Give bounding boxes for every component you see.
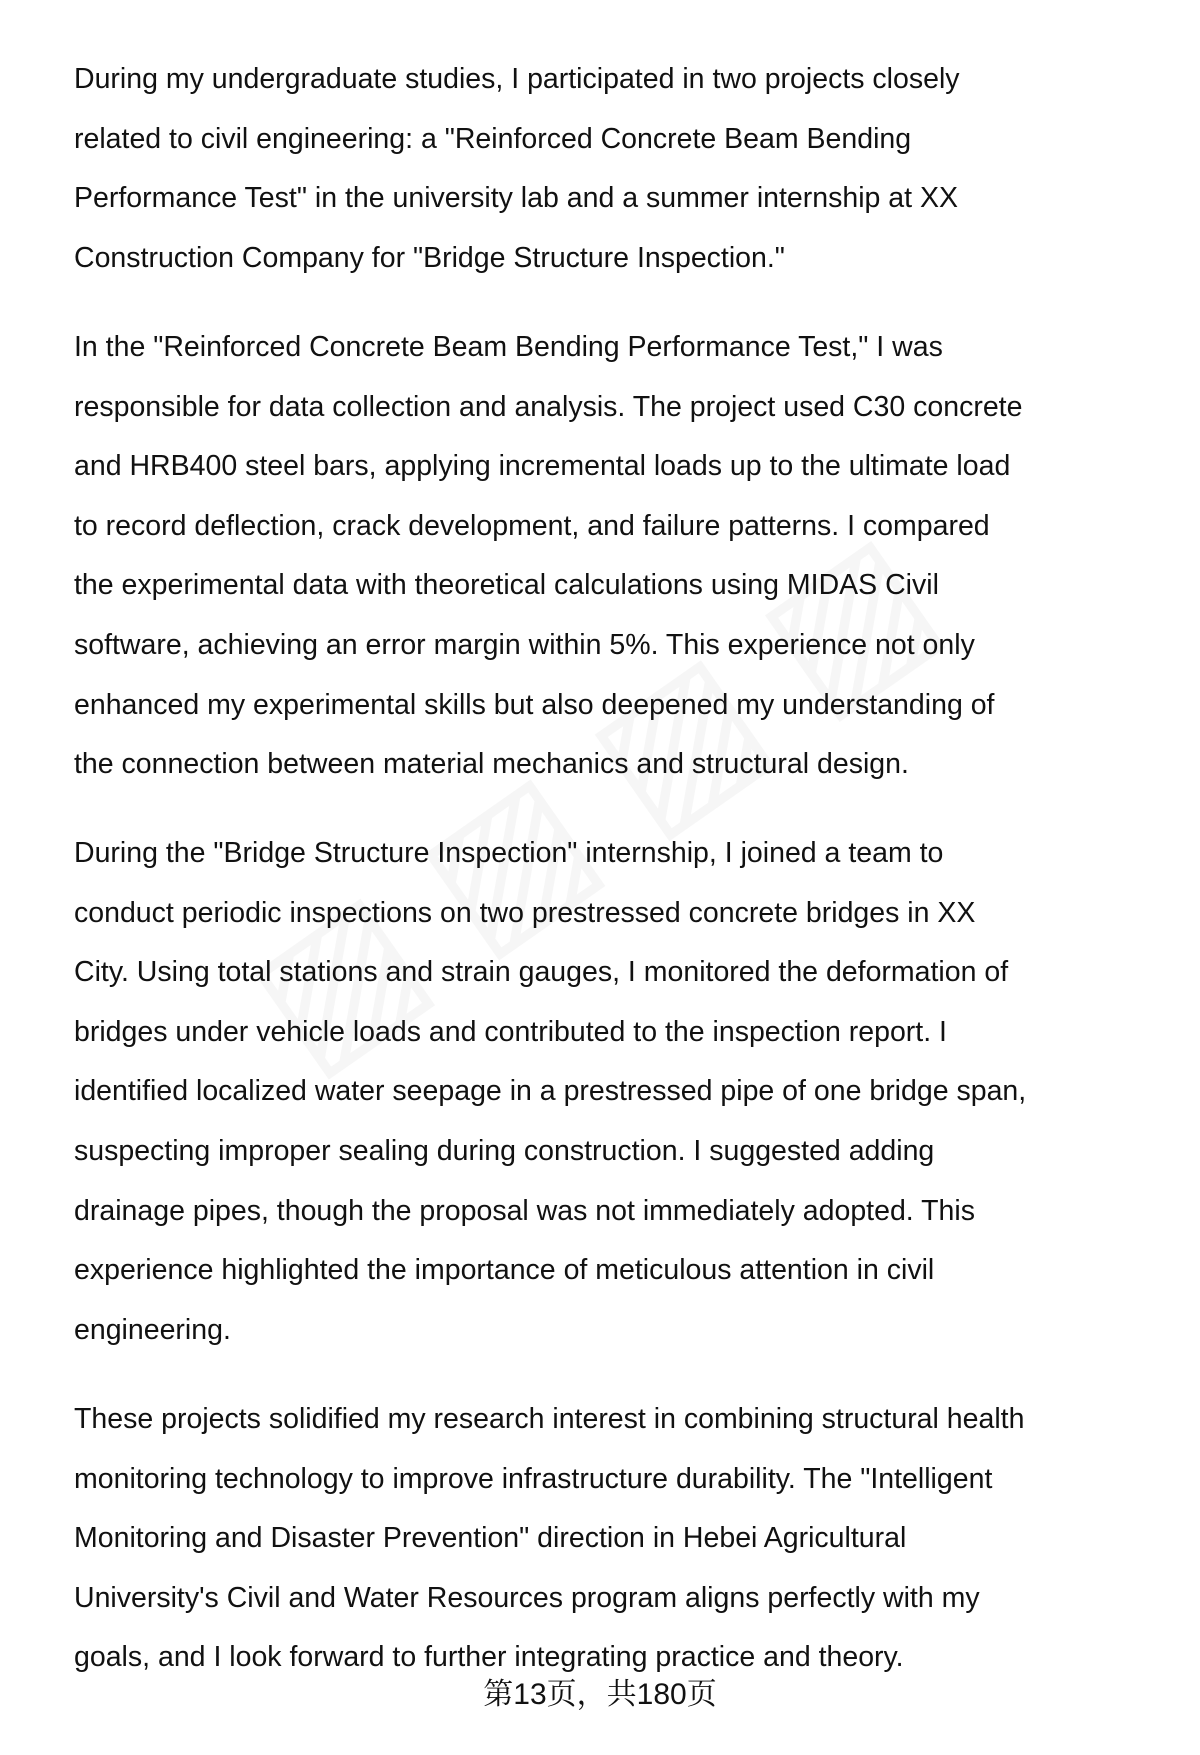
text-line: and HRB400 steel bars, applying incremental loads up to the ultimate load: [74, 450, 1011, 483]
text-line: experience highlighted the importance of meticulous attention in civil: [74, 1254, 935, 1287]
text-line: bridges under vehicle loads and contributed to the inspection report. I: [74, 1015, 947, 1048]
paragraph-bridge-inspection: [74, 824, 1164, 1360]
text-line: During the "Bridge Structure Inspection" internship, I joined a team to: [74, 837, 944, 869]
text-line: These projects solidified my research interest in combining structural health: [74, 1403, 1025, 1435]
paragraph-intro: [74, 50, 1164, 288]
text-line: to record deflection, crack development, and failure patterns. I compared: [74, 509, 990, 542]
text-line: In the "Reinforced Concrete Beam Bending Performance Test," I was: [74, 331, 943, 363]
text-line: City. Using total stations and strain gauges, I monitored the deformation of: [74, 956, 1009, 989]
text-line: engineering.: [74, 1313, 231, 1346]
text-line: identified localized water seepage in a prestressed pipe of one bridge span,: [74, 1075, 1027, 1108]
text-line: software, achieving an error margin within 5%. This experience not only: [74, 628, 975, 661]
text-line: Monitoring and Disaster Prevention" direction in Hebei Agricultural: [74, 1522, 907, 1555]
page-number-footer: 第13页，共180页: [483, 1678, 717, 1711]
text-line: drainage pipes, though the proposal was not immediately adopted. This: [74, 1194, 975, 1227]
text-line: suspecting improper sealing during construction. I suggested adding: [74, 1134, 935, 1167]
text-line: goals, and I look forward to further integrating practice and theory.: [74, 1641, 904, 1674]
text-line: conduct periodic inspections on two prestressed concrete bridges in XX: [74, 896, 976, 929]
text-line: During my undergraduate studies, I participated in two projects closely: [74, 63, 960, 95]
text-line: University's Civil and Water Resources program aligns perfectly with my: [74, 1581, 980, 1614]
text-line: monitoring technology to improve infrastructure durability. The "Intelligent: [74, 1462, 993, 1495]
text-line: related to civil engineering: a "Reinforced Concrete Beam Bending: [74, 122, 912, 155]
text-line: responsible for data collection and analysis. The project used C30 concrete: [74, 390, 1023, 423]
text-line: the experimental data with theoretical calculations using MIDAS Civil: [74, 569, 939, 602]
text-line: the connection between material mechanics and structural design.: [74, 748, 909, 781]
paragraph-conclusion: [74, 1390, 1164, 1688]
text-line: enhanced my experimental skills but also deepened my understanding of: [74, 688, 995, 721]
text-line: Construction Company for "Bridge Structure Inspection.": [74, 241, 785, 274]
text-line: Performance Test" in the university lab and a summer internship at XX: [74, 182, 959, 215]
paragraph-beam-test: [74, 318, 1164, 795]
